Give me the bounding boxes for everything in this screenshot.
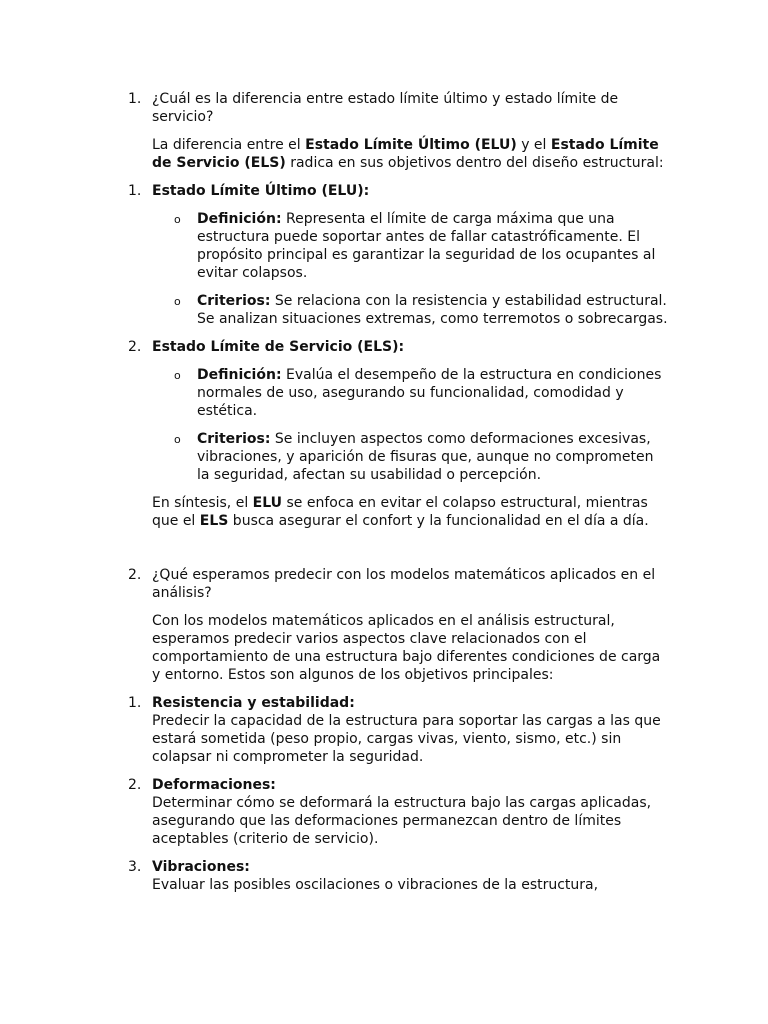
q1-intro-bold-elu: Estado Límite Último (ELU) (305, 137, 517, 153)
q2-item-2-number: 2. (128, 777, 142, 793)
els-item-definicion (0, 366, 768, 420)
elu-definicion-text: Representa el límite de carga máxima que una estructura puede soportar antes de fallar catastróficamente. El propósito principal es garantizar la seguridad de los ocupantes al evitar colapsos. (197, 211, 656, 281)
question-1-text: ¿Cuál es la diferencia entre estado límite último y estado límite de servicio? (152, 91, 619, 125)
q1-summary-bold-els: ELS (199, 513, 229, 529)
q2-item-2-title: Deformaciones: (152, 777, 276, 793)
elu-item-criterios (0, 292, 768, 328)
bullet-icon: o (174, 369, 181, 382)
q2-item-3-title: Vibraciones: (152, 859, 250, 875)
q1-intro-paragraph (0, 136, 768, 172)
bullet-icon: o (174, 433, 181, 446)
q1-intro-bold-els: Estado Límite de Servicio (ELS) (152, 137, 659, 171)
q2-intro-paragraph: Con los modelos matemáticos aplicados en el análisis estructural, esperamos predecir varios aspectos clave relacionados con el comportamiento de una estructura bajo diferentes condiciones de carga y entorno. Estos son algunos de los objetivos principales: (152, 613, 661, 683)
question-1 (0, 90, 768, 126)
question-2-text: ¿Qué esperamos predecir con los modelos matemáticos aplicados en el análisis? (152, 567, 656, 601)
q1-intro-text-1: La diferencia entre el (152, 137, 306, 153)
q2-item-resistencia (0, 694, 768, 766)
question-1-number: 1. (128, 91, 142, 107)
els-definicion-text: Evalúa el desempeño de la estructura en condiciones normales de uso, asegurando su funcionalidad, comodidad y estética. (197, 367, 662, 419)
q2-item-1-title: Resistencia y estabilidad: (152, 695, 355, 711)
els-criterios-label: Criterios: (197, 431, 271, 447)
q1-summary-text-2: se enfoca en evitar el colapso estructural, mientras que el (152, 495, 648, 529)
els-item-criterios (0, 430, 768, 484)
elu-number: 1. (128, 183, 142, 199)
question-2-number: 2. (128, 567, 142, 583)
q1-summary-paragraph (0, 494, 768, 530)
elu-definicion-label: Definición: (197, 211, 282, 227)
q1-intro-text-2: y el (516, 137, 551, 153)
question-2 (0, 566, 768, 602)
document-page (0, 90, 768, 894)
els-heading (0, 338, 768, 356)
q1-summary-text-1: En síntesis, el (152, 495, 253, 511)
q2-item-2-text: Determinar cómo se deformará la estructura bajo las cargas aplicadas, asegurando que las deformaciones permanezcan dentro de límites aceptables (criterio de servicio). (152, 795, 652, 847)
bullet-icon: o (174, 213, 181, 226)
bullet-icon: o (174, 295, 181, 308)
q2-item-3-text: Evaluar las posibles oscilaciones o vibraciones de la estructura, (152, 877, 599, 893)
q2-item-deformaciones (0, 776, 768, 848)
elu-heading (0, 182, 768, 200)
q2-item-1-text: Predecir la capacidad de la estructura para soportar las cargas a las que estará sometida (peso propio, cargas vivas, viento, sismo, etc.) sin colapsar ni comprometer la seguridad. (152, 713, 661, 765)
els-definicion-label: Definición: (197, 367, 282, 383)
els-criterios-text: Se incluyen aspectos como deformaciones excesivas, vibraciones, y aparición de fisuras que, aunque no comprometen la seguridad, afectan su usabilidad o percepción. (197, 431, 654, 483)
elu-title: Estado Límite Último (ELU): (152, 183, 370, 199)
els-number: 2. (128, 339, 142, 355)
elu-criterios-label: Criterios: (197, 293, 271, 309)
q1-summary-bold-elu: ELU (252, 495, 283, 511)
q2-item-1-number: 1. (128, 695, 142, 711)
q2-item-vibraciones (0, 858, 768, 894)
elu-criterios-text: Se relaciona con la resistencia y estabilidad estructural. Se analizan situaciones extremas, como terremotos o sobrecargas. (197, 293, 668, 327)
q2-item-3-number: 3. (128, 859, 142, 875)
elu-item-definicion (0, 210, 768, 282)
q1-intro-text-3: radica en sus objetivos dentro del diseño estructural: (285, 155, 664, 171)
q1-summary-text-3: busca asegurar el confort y la funcionalidad en el día a día. (228, 513, 649, 529)
els-title: Estado Límite de Servicio (ELS): (152, 339, 405, 355)
